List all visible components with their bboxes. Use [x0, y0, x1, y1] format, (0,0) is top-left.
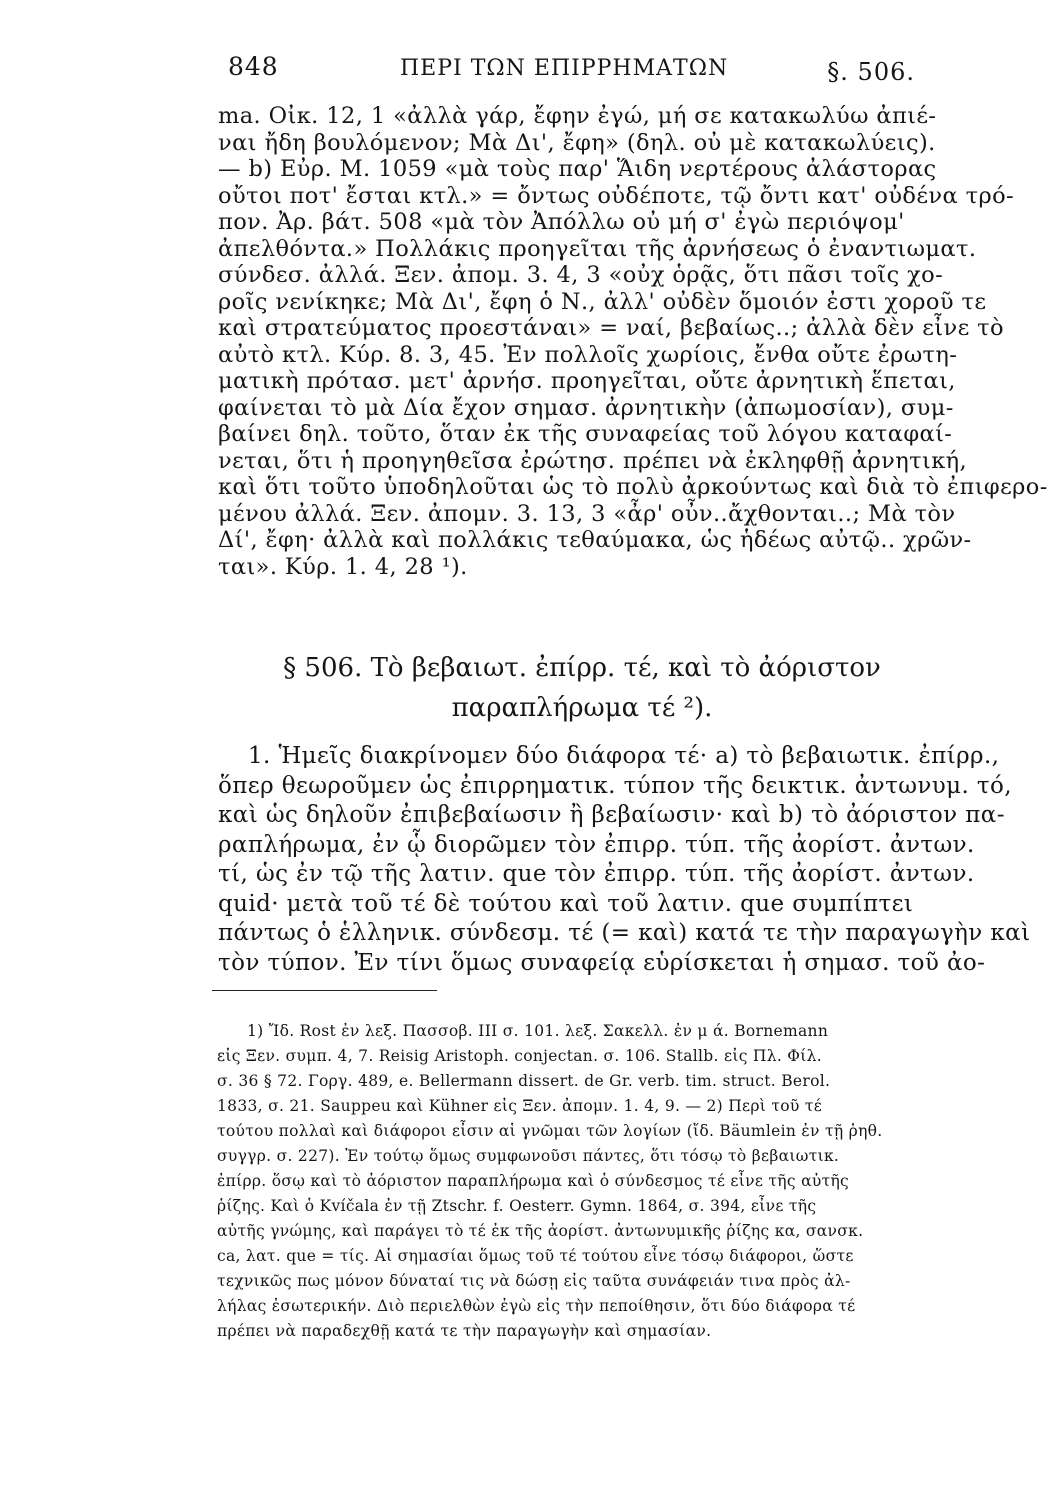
text-line: ροῖς νενίκηκε; Μὰ Δι', ἔφη ὁ Ν., ἀλλ' οὐδὲν ὅμοιόν ἐστι χοροῦ τε: [218, 288, 987, 315]
footnote-line: τούτου πολλαὶ καὶ διάφοροι εἶσιν αἱ γνῶμαι τῶν λογίων (ἴδ. Bäumlein ἐν τῇ ῥηθ.: [217, 1122, 883, 1140]
text-line: τὸν τύπον. Ἐν τίνι ὅμως συναφείᾳ εὑρίσκεται ἡ σημασ. τοῦ ἀο-: [218, 949, 986, 976]
text-line: καὶ στρατεύματος προεστάναι» = ναί, βεβαίως..; ἀλλὰ δὲν εἶνε τὸ: [218, 315, 1004, 341]
section-heading-line-1: § 506. Τὸ βεβαιωτ. ἐπίρρ. τέ, καὶ τὸ ἀόριστον: [283, 653, 881, 683]
footnote-line: ῥίζης. Καὶ ὁ Kvíčala ἐν τῇ Ztschr. f. Oesterr. Gymn. 1864, σ. 394, εἶνε τῆς: [217, 1197, 817, 1215]
footnote-line: ἐπίρρ. ὅσῳ καὶ τὸ ἀόριστον παραπλήρωμα καὶ ὁ σύνδεσμος τέ εἶνε τῆς αὐτῆς: [217, 1172, 850, 1190]
footnote-line: ca, λατ. que = τίς. Αἱ σημασίαι ὅμως τοῦ τέ τούτου εἶνε τόσῳ διάφοροι, ὥστε: [217, 1247, 854, 1265]
text-line: τί, ὡς ἐν τῷ τῆς λατιν. que τὸν ἐπιρρ. τύπ. τῆς ἀορίστ. ἀντων.: [218, 861, 975, 887]
main-text: [218, 103, 1048, 580]
section-text: [218, 742, 1031, 978]
page-number: 848: [228, 52, 279, 81]
footnote-line: 1) Ἴδ. Rost ἐν λεξ. Πασσοβ. III σ. 101. λεξ. Σακελλ. ἐν μ ά. Bornemann: [247, 1022, 829, 1040]
text-line: ὅπερ θεωροῦμεν ὡς ἐπιρρηματικ. τύπον τῆς δεικτικ. ἀντωνυμ. τό,: [218, 772, 1012, 799]
text-line: 1. Ἡμεῖς διακρίνομεν δύο διάφορα τέ· a) τὸ βεβαιωτικ. ἐπίρρ.,: [248, 743, 1000, 769]
running-title: ΠΕΡΙ ΤΩΝ ΕΠΙΡΡΗΜΑΤΩΝ: [400, 56, 729, 81]
text-line: quid· μετὰ τοῦ τέ δὲ τούτου καὶ τοῦ λατιν. que συμπίπτει: [218, 890, 914, 917]
text-line: βαίνει δηλ. τοῦτο, ὅταν ἐκ τῆς συναφείας τοῦ λόγου καταφαί-: [218, 421, 953, 447]
text-line: ναι ἤδη βουλόμενον; Μὰ Δι', ἔφη» (δηλ. οὐ μὲ κατακωλύεις).: [218, 129, 936, 156]
text-line: ma. Οἰκ. 12, 1 «ἀλλὰ γάρ, ἔφην ἐγώ, μή σε κατακωλύω ἀπιέ-: [218, 103, 937, 129]
text-line: μένου ἀλλά. Ξεν. ἀπομν. 3. 13, 3 «ἆρ' οὖν..ἄχθονται..; Μὰ τὸν: [218, 500, 956, 527]
page-header: [210, 52, 915, 92]
text-line: σύνδεσ. ἀλλά. Ξεν. ἀπομ. 3. 4, 3 «οὐχ ὁρᾷς, ὅτι πᾶσι τοῖς χο-: [218, 262, 944, 288]
text-line: πον. Ἀρ. βάτ. 508 «μὰ τὸν Ἀπόλλω οὐ μή σ' ἐγὼ περιόψομ': [218, 209, 905, 235]
text-line: ἀπελθόντα.» Πολλάκις προηγεῖται τῆς ἀρνήσεως ὁ ἐναντιωματ.: [218, 235, 977, 262]
footnote-line: σ. 36 § 72. Γοργ. 489, e. Bellermann dissert. de Gr. verb. tim. struct. Berol.: [217, 1072, 831, 1090]
footnote-line: συγγρ. σ. 227). Ἐν τούτῳ ὅμως συμφωνοῦσι πάντες, ὅτι τόσῳ τὸ βεβαιωτικ.: [217, 1147, 840, 1165]
footnote-line: τεχνικῶς πως μόνον δύναταί τις νὰ δώσῃ εἰς ταῦτα συνάφειάν τινα πρὸς ἀλ-: [217, 1272, 851, 1290]
section-reference: §. 506.: [827, 58, 915, 86]
text-line: ραπλήρωμα, ἐν ᾧ διορῶμεν τὸν ἐπιρρ. τύπ. τῆς ἀορίστ. ἀντων.: [218, 831, 975, 858]
text-line: νεται, ὅτι ἡ προηγηθεῖσα ἐρώτησ. πρέπει νὰ ἐκληφθῇ ἀρνητική,: [218, 447, 968, 474]
footnote-line: λήλας ἐσωτερικήν. Διὸ περιελθὼν ἐγὼ εἰς τὴν πεποίθησιν, ὅτι δύο διάφορα τέ: [217, 1297, 856, 1315]
footnote-line: πρέπει νὰ παραδεχθῇ κατά τε τὴν παραγωγὴν καὶ σημασίαν.: [217, 1322, 712, 1340]
section-heading: [262, 648, 902, 728]
text-line: φαίνεται τὸ μὰ Δία ἔχον σημασ. ἀρνητικὴν (ἀπωμοσίαν), συμ-: [218, 394, 954, 421]
text-line: — b) Εὐρ. Μ. 1059 «μὰ τοὺς παρ' Ἅιδη νερτέρους ἀλάστορας: [218, 156, 937, 182]
footnote-line: εἰς Ξεν. συμπ. 4, 7. Reisig Aristoph. conjectan. σ. 106. Stallb. εἰς Πλ. Φίλ.: [217, 1047, 823, 1065]
text-line: οὔτοι ποτ' ἔσται κτλ.» = ὄντως οὐδέποτε, τῷ ὄντι κατ' οὐδένα τρό-: [218, 182, 1015, 209]
text-line: πάντως ὁ ἑλληνικ. σύνδεσμ. τέ (= καὶ) κατά τε τὴν παραγωγὴν καὶ: [218, 920, 1031, 946]
section-heading-line-2: παραπλήρωμα τέ ²).: [451, 693, 713, 723]
footnotes: [217, 1019, 907, 1344]
footnote-divider: [212, 990, 437, 991]
text-line: ται». Κύρ. 1. 4, 28 ¹).: [218, 553, 468, 580]
text-line: καὶ ὡς δηλοῦν ἐπιβεβαίωσιν ἢ βεβαίωσιν· καὶ b) τὸ ἀόριστον πα-: [218, 802, 1005, 828]
text-line: ματικὴ πρότασ. μετ' ἀρνήσ. προηγεῖται, οὔτε ἀρνητικὴ ἕπεται,: [218, 368, 956, 394]
text-line: αὐτὸ κτλ. Κύρ. 8. 3, 45. Ἐν πολλοῖς χωρίοις, ἔνθα οὔτε ἐρωτη-: [218, 341, 958, 368]
text-line: καὶ ὅτι τοῦτο ὑποδηλοῦται ὡς τὸ πολὺ ἀρκούντως καὶ διὰ τὸ ἐπιφερο-: [218, 474, 1048, 500]
footnote-line: αὐτῆς γνώμης, καὶ παράγει τὸ τέ ἐκ τῆς ἀορίστ. ἀντωνυμικῆς ῥίζης κα, σανσκ.: [217, 1222, 864, 1240]
text-line: Δί', ἔφη· ἀλλὰ καὶ πολλάκις τεθαύμακα, ὡς ἡδέως αὐτῷ.. χρῶν-: [218, 527, 972, 553]
footnote-line: 1833, σ. 21. Sauppeu καὶ Kühner εἰς Ξεν. ἀπομν. 1. 4, 9. — 2) Περὶ τοῦ τέ: [217, 1097, 823, 1115]
